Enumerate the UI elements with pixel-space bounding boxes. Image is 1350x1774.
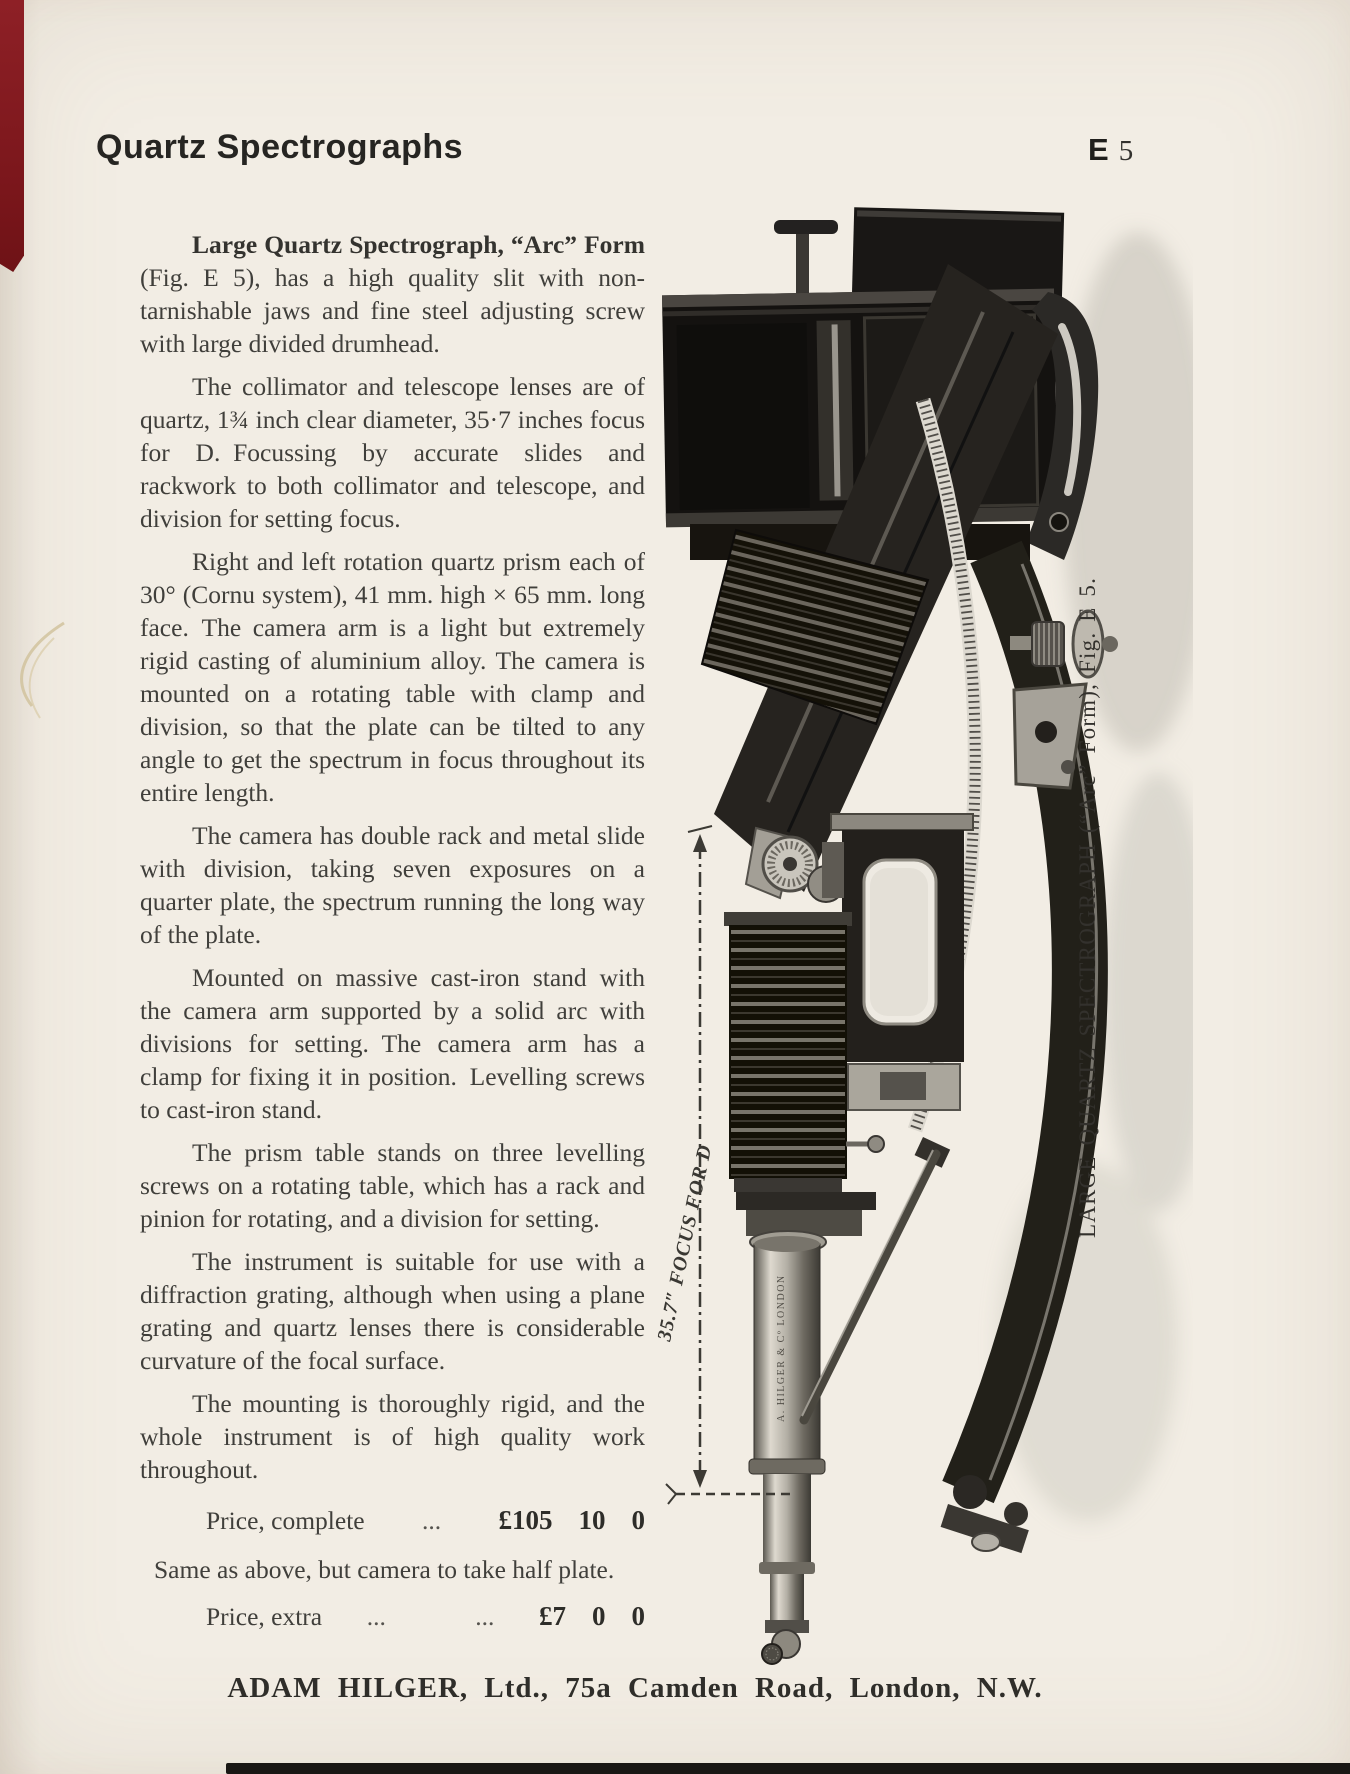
paragraph: The camera has double rack and metal slide with division, taking seven exposures on a quarter plate, the spectrum running the long way of the plate. — [140, 821, 645, 949]
collimator-tube — [736, 1137, 950, 1664]
page-code — [1088, 132, 1133, 168]
scan-bottom-bar — [226, 1763, 1350, 1774]
footer-address: ADAM HILGER, Ltd., 75a Camden Road, London, N.W. — [227, 1672, 1043, 1704]
tube-engraving: A. HILGER & Cº LONDON — [776, 1274, 787, 1422]
paragraph: The prism table stands on three levelling screws on a rotating table, which has a rack and pinion for rotating, and a division for setting. — [140, 1138, 645, 1233]
price-complete-dots: ... — [421, 1506, 442, 1535]
price-pence: 0 — [631, 1601, 646, 1631]
binding-red-strip — [0, 0, 24, 272]
paragraph: Right and left rotation quartz prism each of 30° (Cornu system), 41 mm. high × 65 mm. long face. The camera arm is a light but extremely rigid casting of aluminium alloy. The camera is mounted on a rotating table with clamp and division, so that the plate can be tilted to any angle to get the spectrum in focus throughout its entire length. — [140, 547, 645, 807]
lead-bold-phrase: Large Quartz Spectrograph, “Arc” Form — [192, 230, 645, 259]
paragraph: The collimator and telescope lenses are of quartz, 1¾ inch clear diameter, 35·7 inches focus for D. Focussing by accurate slides and rackwork to both collimator and telescope, and division for setting focus. — [140, 372, 645, 533]
dimension-label: 35.7″ FOCUS FOR D — [653, 1142, 717, 1344]
price-block — [140, 1504, 645, 1633]
article-text-column — [140, 228, 645, 1633]
price-complete-label: Price, complete — [206, 1506, 365, 1535]
lead-rest-text: (Fig. E 5), has a high quality slit with non-tarnishable jaws and fine steel adjusting screw with large divided drumhead. — [140, 263, 645, 358]
price-pence: 0 — [631, 1505, 645, 1535]
paragraph: Mounted on massive cast-iron stand with the camera arm supported by a solid arc with divisions for setting. The camera arm has a clamp for fixing it in position. Levelling screws to cast-iron stand. — [140, 963, 645, 1124]
figure-caption: LARGE QUARTZ SPECTROGRAPH (“Arc” Form), Fig. E 5. — [1075, 576, 1100, 1239]
page-title: Quartz Spectrographs — [96, 128, 464, 166]
paragraph-lead — [140, 228, 645, 360]
paper-scratch-mark — [2, 618, 74, 738]
price-shillings: 0 — [592, 1601, 606, 1631]
paragraph: The instrument is suitable for use with a diffraction grating, although when using a plane grating and quartz lenses there is considerable curvature of the focal surface. — [140, 1247, 645, 1375]
price-shillings: 10 — [578, 1505, 606, 1535]
price-extra-dots-2: ... — [475, 1602, 495, 1631]
price-pounds: £7 — [539, 1601, 567, 1631]
page-code-number: 5 — [1118, 135, 1134, 167]
paragraph: The mounting is thoroughly rigid, and the whole instrument is of high quality work throughout. — [140, 1389, 645, 1484]
price-note: Same as above, but camera to take half plate. — [154, 1555, 615, 1584]
price-extra-label: Price, extra — [206, 1602, 323, 1631]
price-pounds: £105 — [498, 1505, 553, 1535]
price-row-extra — [140, 1600, 645, 1633]
page-code-letter: E — [1088, 132, 1109, 167]
price-extra-dots-1: ... — [366, 1602, 386, 1631]
price-row-complete — [140, 1504, 645, 1537]
